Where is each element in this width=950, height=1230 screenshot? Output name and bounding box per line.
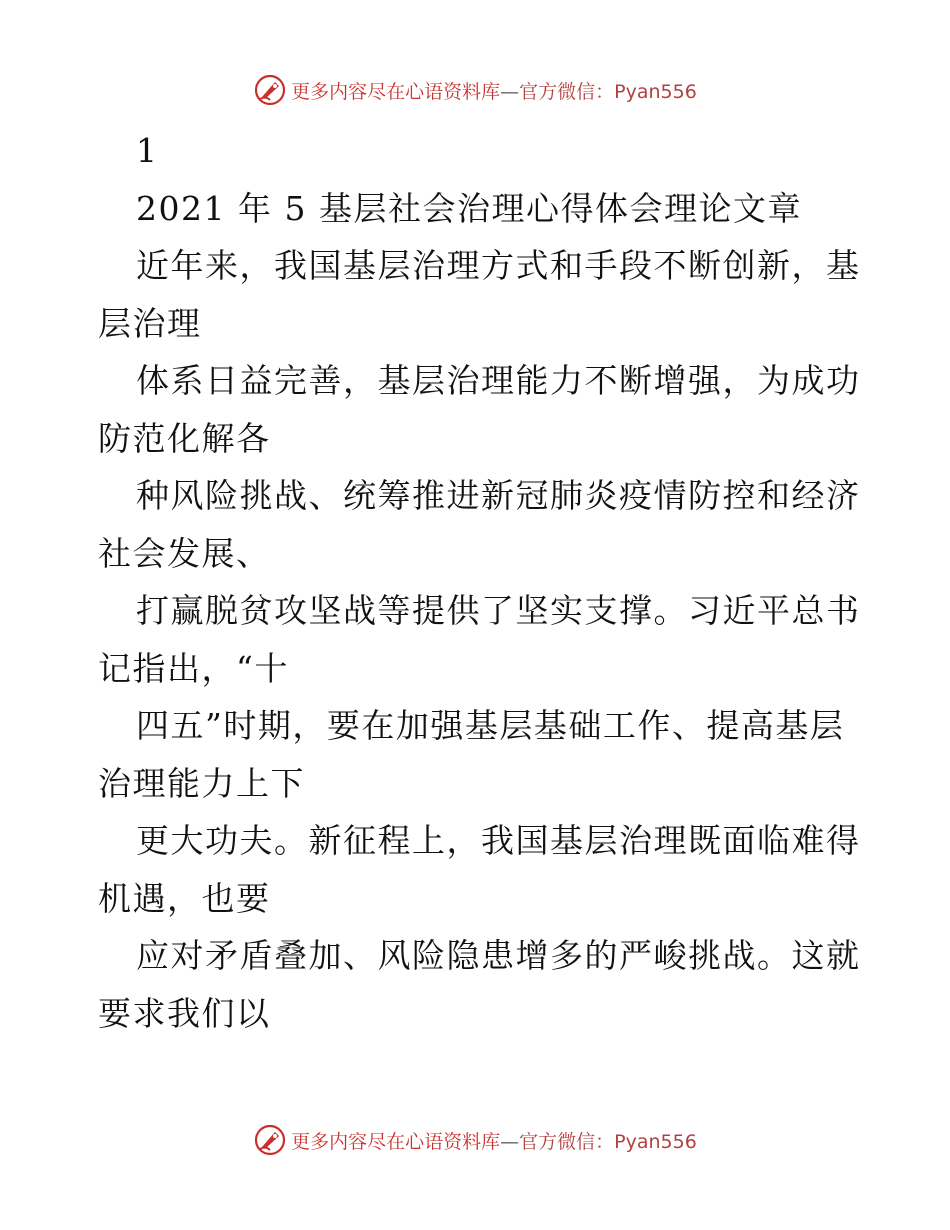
text-line: 机遇，也要 <box>98 878 271 918</box>
text-line: 体系日益完善，基层治理能力不断增强，为成功 <box>136 361 861 400</box>
banner-text <box>291 77 697 104</box>
text-line: 四五”时期，要在加强基层基础工作、提高基层 <box>136 706 845 745</box>
banner-text <box>291 1127 697 1154</box>
pen-nib-logo-icon <box>253 73 287 107</box>
banner-separator: — <box>500 80 520 103</box>
text-line: 记指出，“十 <box>98 648 289 688</box>
text-line: 防范化解各 <box>98 418 271 458</box>
footer-watermark-banner <box>0 1120 950 1160</box>
banner-main-text: 更多内容尽在心语资料库 <box>291 1130 501 1153</box>
text-line: 种风险挑战、统筹推进新冠肺炎疫情防控和经济 <box>136 476 861 515</box>
banner-wechat-text: 官方微信：Pyan556 <box>519 80 697 103</box>
header-watermark-banner <box>0 70 950 110</box>
banner-wechat-text: 官方微信：Pyan556 <box>519 1130 697 1153</box>
banner-separator: — <box>500 1130 520 1153</box>
text-line: 层治理 <box>98 303 202 343</box>
pen-nib-logo-icon <box>253 1123 287 1157</box>
text-line: 更大功夫。新征程上，我国基层治理既面临难得 <box>136 821 861 860</box>
text-line: 1 <box>136 131 159 170</box>
text-line: 治理能力上下 <box>98 763 305 803</box>
text-line: 应对矛盾叠加、风险隐患增多的严峻挑战。这就 <box>136 936 861 975</box>
text-line: 打赢脱贫攻坚战等提供了坚实支撑。习近平总书 <box>136 591 861 630</box>
text-line: 社会发展、 <box>98 533 271 573</box>
banner-main-text: 更多内容尽在心语资料库 <box>291 80 501 103</box>
text-line: 近年来，我国基层治理方式和手段不断创新，基 <box>136 246 861 285</box>
text-line: 2021 年 5 基层社会治理心得体会理论文章 <box>136 188 802 228</box>
text-line: 要求我们以 <box>98 993 271 1033</box>
document-body <box>98 122 861 1042</box>
